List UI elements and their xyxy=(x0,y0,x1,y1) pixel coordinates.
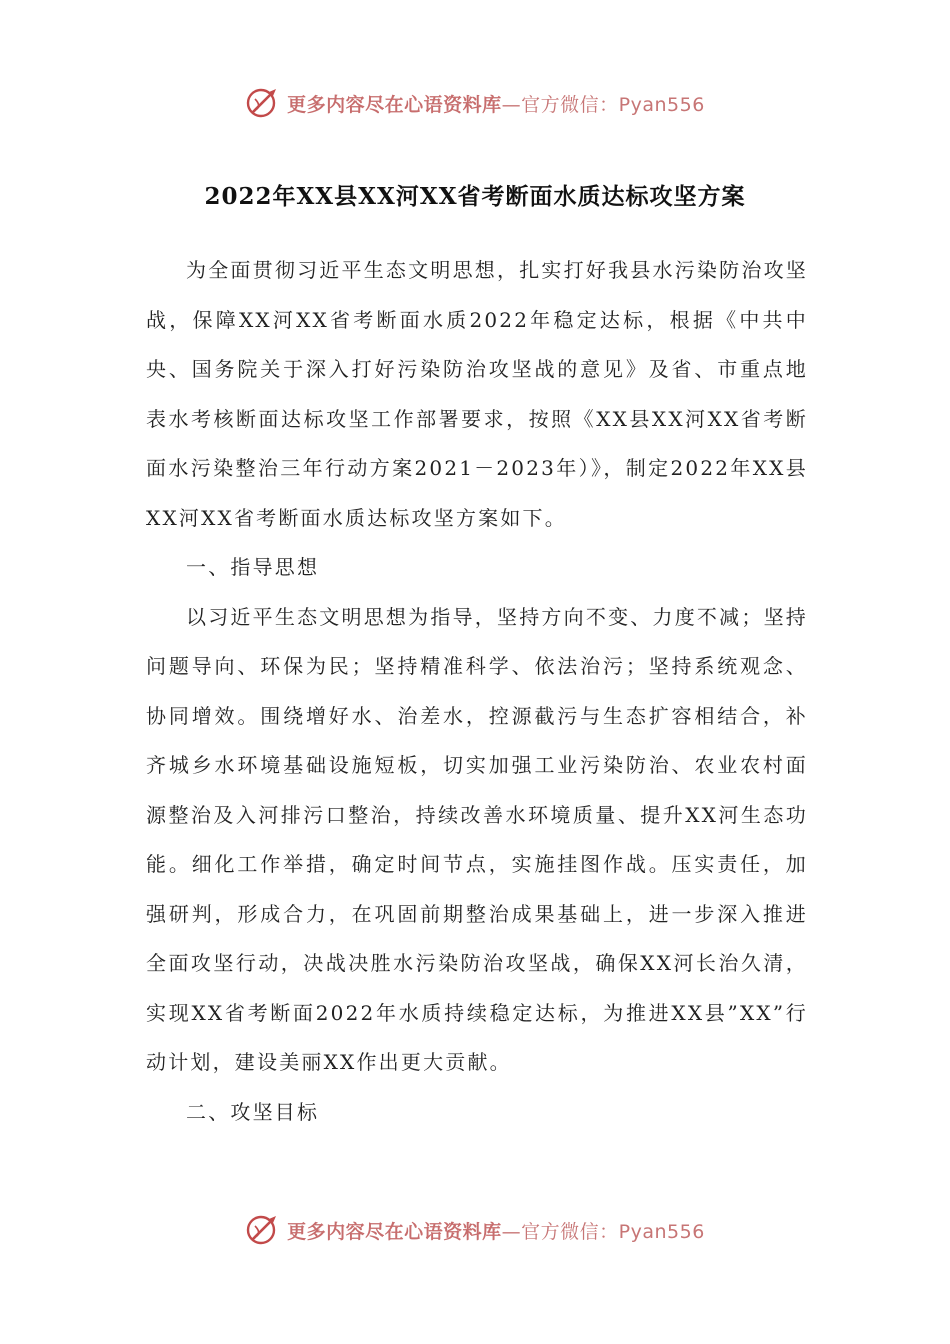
guiding-thought-paragraph: 以习近平生态文明思想为指导，坚持方向不变、力度不减；坚持问题导向、环保为民；坚持精准科学、依法治污；坚持系统观念、协同增效。围绕增好水、治差水，控源截污与生态扩容相结合，补齐城乡水环境基础设施短板，切实加强工业污染防治、农业农村面源整治及入河排污口整治，持续改善水环境质量、提升XX河生态功能。细化工作举措，确定时间节点，实施挂图作战。压实责任，加强研判，形成合力，在巩固前期整治成果基础上，进一步深入推进全面攻坚行动，决战决胜水污染防治攻坚战，确保XX河长治久清，实现XX省考断面2022年水质持续稳定达标，为推进XX县”XX”行动计划，建设美丽XX作出更大贡献。 xyxy=(146,604,808,1074)
document-body xyxy=(146,246,808,1137)
pen-logo-icon xyxy=(245,1212,281,1248)
watermark-text: 更多内容尽在心语资料库—官方微信：Pyan556 xyxy=(287,1220,705,1243)
intro-paragraph: 为全面贯彻习近平生态文明思想，扎实打好我县水污染防治攻坚战，保障XX河XX省考断面水质2022年稳定达标，根据《中共中央、国务院关于深入打好污染防治攻坚战的意见》及省、市重点地表水考核断面达标攻坚工作部署要求，按照《XX县XX河XX省考断面水污染整治三年行动方案2021－2023年）》，制定2022年XX县XX河XX省考断面水质达标攻坚方案如下。 xyxy=(146,258,808,530)
watermark-text: 更多内容尽在心语资料库—官方微信：Pyan556 xyxy=(287,93,705,116)
watermark-footer xyxy=(0,1210,950,1250)
document-title: 2022年XX县XX河XX省考断面水质达标攻坚方案 xyxy=(204,183,746,210)
watermark-header xyxy=(0,83,950,123)
pen-logo-icon xyxy=(245,85,281,121)
section-heading-goals: 二、攻坚目标 xyxy=(186,1099,320,1124)
section-heading-guiding-thought: 一、指导思想 xyxy=(186,555,320,579)
